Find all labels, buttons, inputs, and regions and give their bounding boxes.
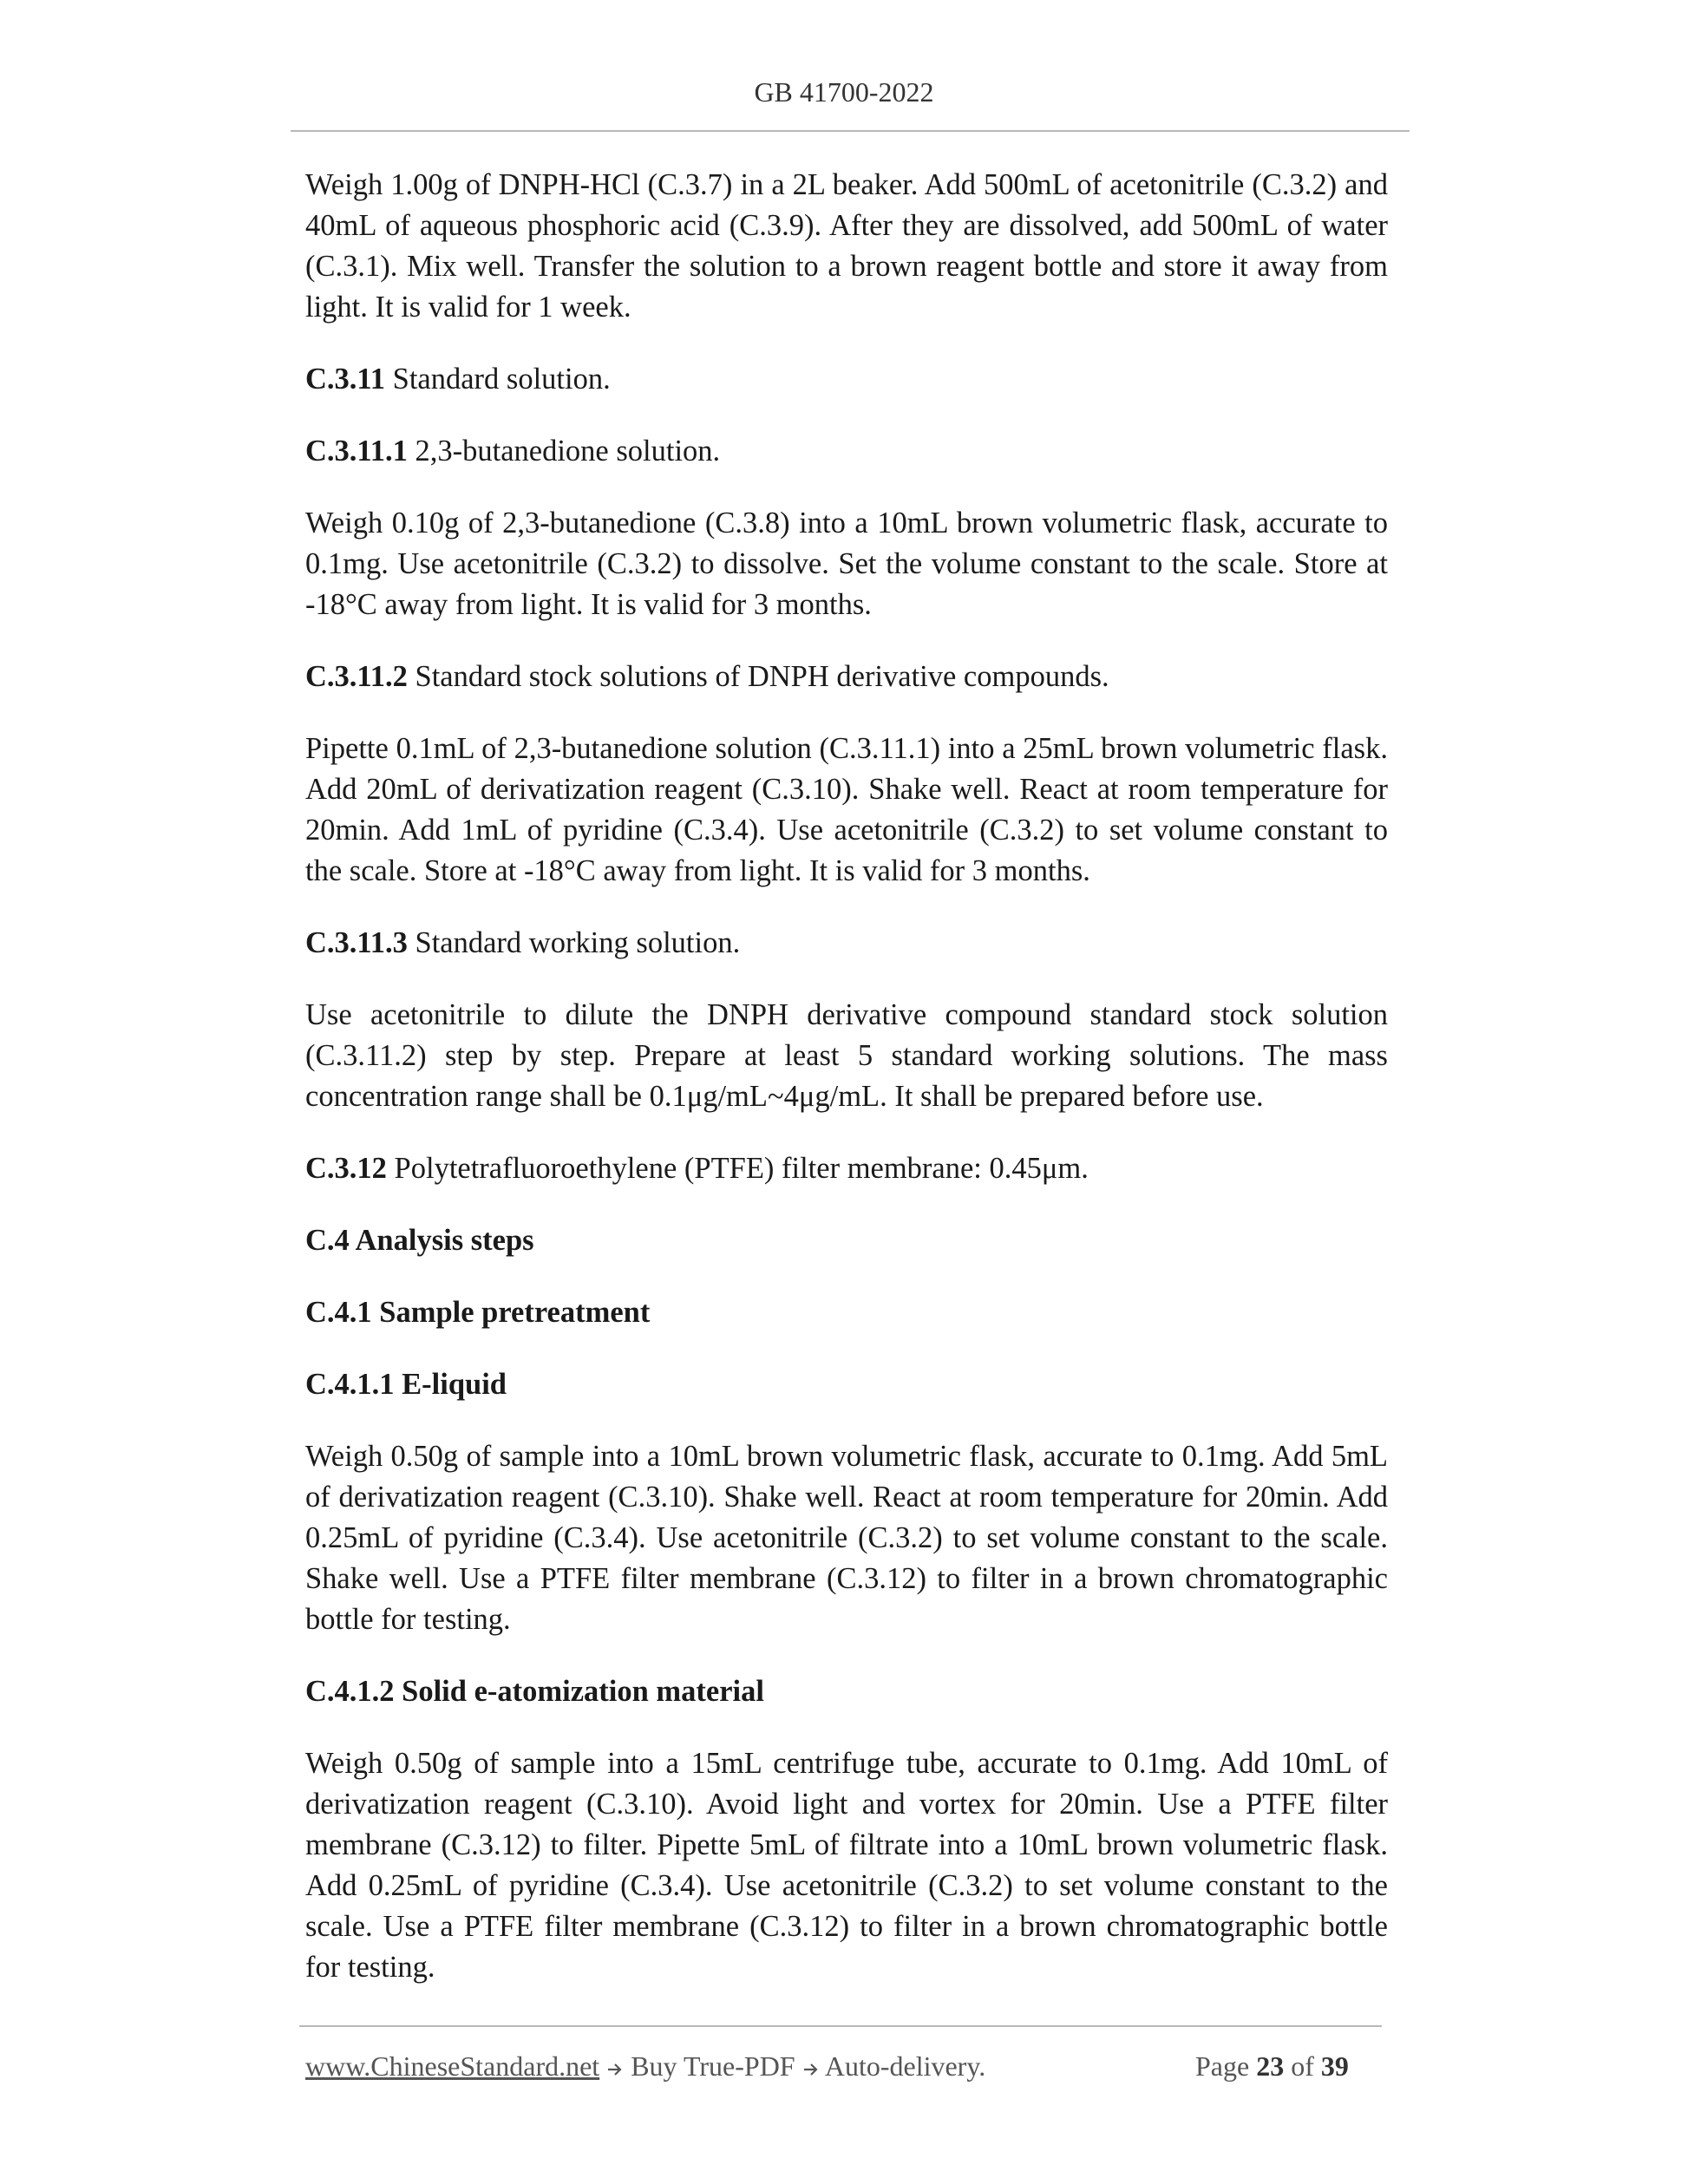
- page-label: Page: [1195, 2050, 1257, 2082]
- page-current: 23: [1256, 2050, 1285, 2082]
- arrow-right-icon: [802, 2061, 820, 2078]
- footer-promo: [305, 2047, 985, 2085]
- heading-c3-11-2-number: C.3.11.2: [305, 660, 408, 693]
- heading-c3-11-1: [305, 431, 1388, 472]
- website-link[interactable]: www.ChineseStandard.net: [305, 2050, 600, 2082]
- arrow-right-icon: [606, 2061, 624, 2078]
- page-header-title: GB 41700-2022: [754, 76, 934, 108]
- heading-c4-1-2: C.4.1.2 Solid e-atomization material: [305, 1675, 764, 1708]
- paragraph-solid-material: Weigh 0.50g of sample into a 15mL centrifuge tube, accurate to 0.1mg. Add 10mL of derivatization reagent (C.3.10). Avoid light and vortex for 20min. Use a PTFE filter membrane (C.3.12) to filter. Pipette 5mL of filtrate into a 10mL brown volumetric flask. Add 0.25mL of pyridine (C.3.4). Use acetonitrile (C.3.2) to set volume constant to the scale. Use a PTFE filter membrane (C.3.12) to filter in a brown chromatographic bottle for testing.: [305, 1747, 1388, 1984]
- page-total: 39: [1320, 2050, 1349, 2082]
- heading-c4-1: C.4.1 Sample pretreatment: [305, 1296, 651, 1329]
- footer-divider: [299, 2025, 1382, 2027]
- heading-c3-11-1-text: 2,3-butanedione solution.: [407, 435, 721, 468]
- auto-delivery-text: Auto-delivery.: [819, 2050, 986, 2082]
- heading-c3-11-3: [305, 923, 1388, 964]
- heading-c3-11-number: C.3.11: [305, 363, 386, 396]
- heading-c4-1-1: C.4.1.1 E-liquid: [305, 1368, 507, 1401]
- heading-c3-11-text: Standard solution.: [385, 363, 611, 396]
- heading-c4: C.4 Analysis steps: [305, 1224, 534, 1257]
- heading-c3-11-2-text: Standard stock solutions of DNPH derivative compounds.: [407, 660, 1109, 693]
- page-number: [1195, 2047, 1349, 2085]
- document-body: [305, 165, 1388, 2019]
- paragraph-derivatization-reagent: Weigh 1.00g of DNPH-HCl (C.3.7) in a 2L beaker. Add 500mL of acetonitrile (C.3.2) and 40mL of aqueous phosphoric acid (C.3.9). After they are dissolved, add 500mL of water (C.3.1). Mix well. Transfer the solution to a brown reagent bottle and store it away from light. It is valid for 1 week.: [305, 168, 1388, 324]
- paragraph-working-solution: Use acetonitrile to dilute the DNPH derivative compound standard stock solution (C.3.11.2) step by step. Prepare at least 5 standard working solutions. The mass concentration range shall be 0.1μg/mL~4μg/mL. It shall be prepared before use.: [305, 998, 1388, 1113]
- heading-c3-11-3-text: Standard working solution.: [407, 926, 741, 959]
- heading-c3-11-3-number: C.3.11.3: [305, 926, 408, 959]
- paragraph-e-liquid: Weigh 0.50g of sample into a 10mL brown volumetric flask, accurate to 0.1mg. Add 5mL of derivatization reagent (C.3.10). Shake well. React at room temperature for 20min. Add 0.25mL of pyridine (C.3.4). Use acetonitrile (C.3.2) to set volume constant to the scale. Shake well. Use a PTFE filter membrane (C.3.12) to filter in a brown chromatographic bottle for testing.: [305, 1440, 1388, 1636]
- heading-c3-12-text: Polytetrafluoroethylene (PTFE) filter membrane: 0.45μm.: [386, 1152, 1089, 1185]
- heading-c3-11-2: [305, 657, 1388, 697]
- paragraph-stock-solutions: Pipette 0.1mL of 2,3-butanedione solution (C.3.11.1) into a 25mL brown volumetric flask. Add 20mL of derivatization reagent (C.3.10). Shake well. React at room temperature for 20min. Add 1mL of pyridine (C.3.4). Use acetonitrile (C.3.2) to set volume constant to the scale. Store at -18°C away from light. It is valid for 3 months.: [305, 732, 1388, 887]
- heading-c3-11-1-number: C.3.11.1: [305, 435, 408, 468]
- heading-c3-12-number: C.3.12: [305, 1152, 387, 1185]
- heading-c3-11: [305, 359, 1388, 400]
- buy-true-pdf-text: Buy True-PDF: [624, 2050, 802, 2082]
- heading-c3-12: [305, 1148, 1388, 1189]
- header-divider: [291, 130, 1410, 132]
- paragraph-butanedione-solution: Weigh 0.10g of 2,3-butanedione (C.3.8) into a 10mL brown volumetric flask, accurate to 0.1mg. Use acetonitrile (C.3.2) to dissolve. Set the volume constant to the scale. Store at -18°C away from light. It is valid for 3 months.: [305, 507, 1388, 621]
- of-label: of: [1284, 2050, 1321, 2082]
